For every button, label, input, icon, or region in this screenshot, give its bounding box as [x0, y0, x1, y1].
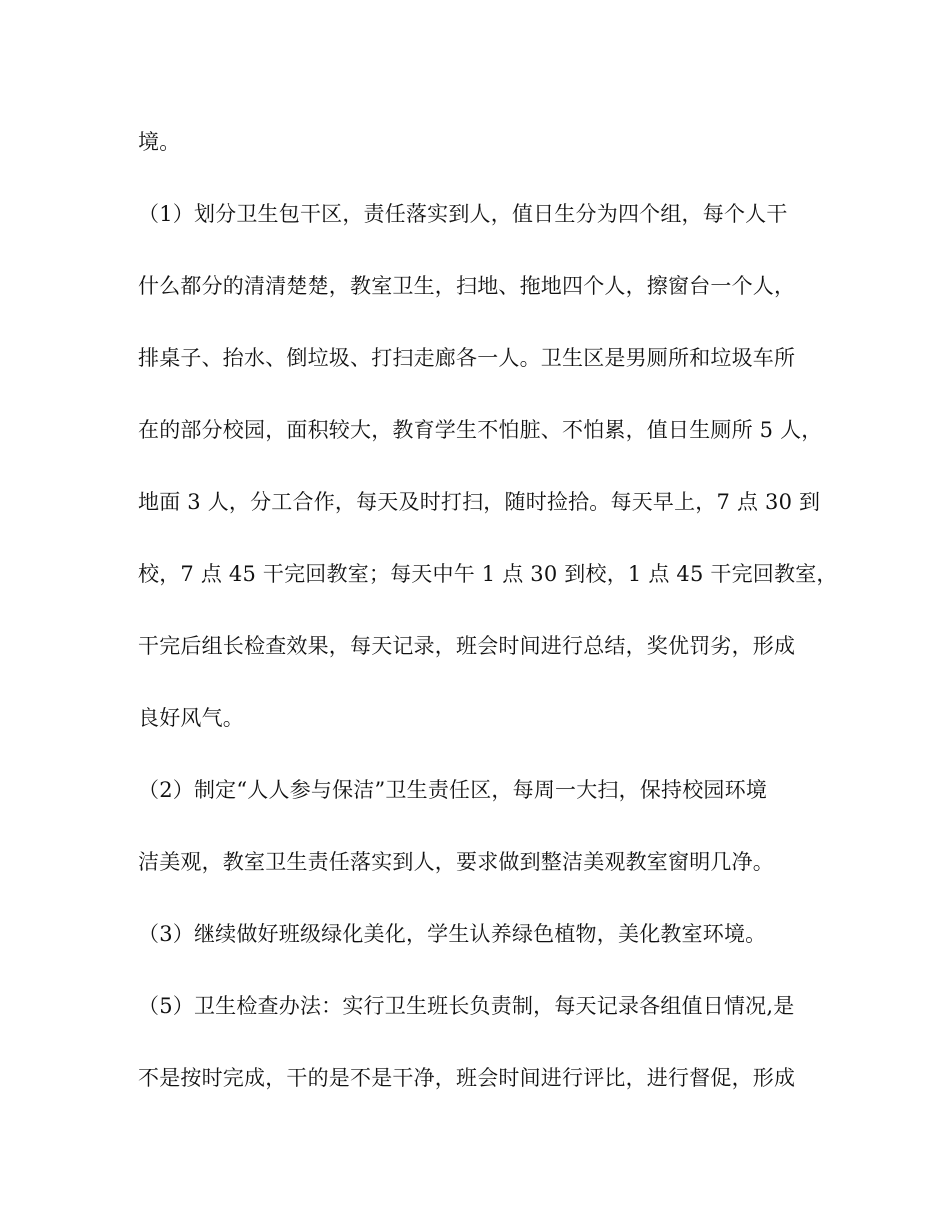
text-line: （1）划分卫生包干区，责任落实到人，值日生分为四个组，每个人干	[138, 202, 788, 226]
text-line: 干完后组长检查效果，每天记录，班会时间进行总结，奖优罚劣，形成	[138, 634, 796, 658]
text-line: 什么都分的清清楚楚，教室卫生，扫地、拖地四个人，擦窗台一个人，	[138, 274, 796, 298]
text-line: 境。	[138, 130, 181, 154]
text-line: 地面 3 人，分工合作，每天及时打扫，随时捡拾。每天早上，7 点 30 到	[138, 490, 821, 514]
text-line: 洁美观，教室卫生责任落实到人，要求做到整洁美观教室窗明几净。	[138, 850, 774, 874]
text-line: 在的部分校园，面积较大，教育学生不怕脏、不怕累，值日生厕所 5 人，	[138, 418, 823, 442]
text-line: 校，7 点 45 干完回教室；每天中午 1 点 30 到校，1 点 45 干完回教室，	[138, 562, 838, 586]
text-line: 良好风气。	[138, 706, 244, 730]
text-line: （2）制定“人人参与保洁”卫生责任区，每周一大扫，保持校园环境	[138, 778, 768, 802]
text-line: 不是按时完成，干的是不是干净，班会时间进行评比，进行督促，形成	[138, 1066, 796, 1090]
text-line: （5）卫生检查办法：实行卫生班长负责制，每天记录各组值日情况,是	[138, 994, 795, 1018]
text-line: （3）继续做好班级绿化美化，学生认养绿色植物，美化教室环境。	[138, 922, 767, 946]
text-line: 排桌子、抬水、倒垃圾、打扫走廊各一人。卫生区是男厕所和垃圾车所	[138, 346, 796, 370]
